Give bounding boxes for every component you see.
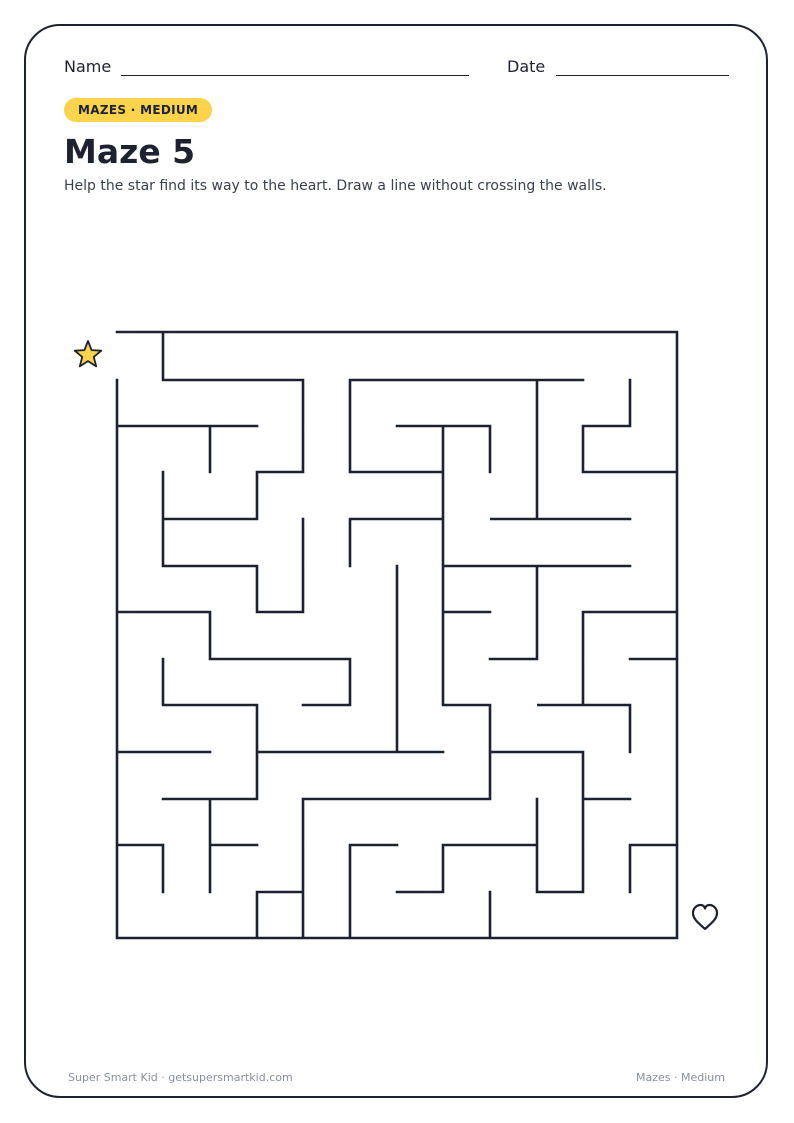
maze-walls (117, 332, 677, 938)
footer-category: Mazes · Medium (636, 1071, 725, 1084)
name-label: Name (64, 57, 112, 76)
star-icon (75, 341, 102, 366)
footer-site: Super Smart Kid · getsupersmartkid.com (68, 1071, 293, 1084)
date-label: Date (507, 57, 546, 76)
instructions: Help the star find its way to the heart. Draw a line without crossing the walls. (64, 178, 607, 194)
category-badge: MAZES · MEDIUM (64, 98, 212, 122)
page-title: Maze 5 (64, 132, 196, 171)
heart-icon (693, 905, 717, 929)
